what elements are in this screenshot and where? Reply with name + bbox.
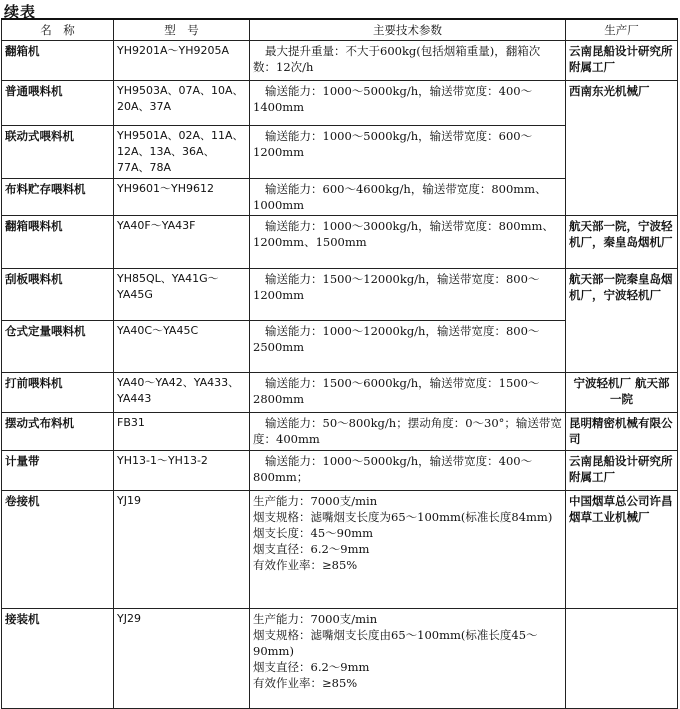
param-line: 数：12次/h [253,60,314,74]
cell-maker: 宁波轻机厂 航天部一院 [566,373,678,413]
param-line: 输送能力：50～800kg/h；摆动角度：0～30°；输送带宽 [265,416,562,430]
cell-maker: 昆明精密机械有限公司 [566,413,678,451]
table-row [2,269,678,321]
param-line: 1200mm、1500mm [253,235,367,249]
cell-name: 打前喂料机 [2,373,114,413]
cell-name: 计量带 [2,451,114,491]
cell-params [250,81,566,126]
cell-name: 布料贮存喂料机 [2,179,114,216]
table-row [2,491,678,609]
param-line: 有效作业率：≥85% [253,558,358,572]
param-line: 2500mm [253,340,305,354]
cell-params [250,269,566,321]
param-line: 输送能力：1000～5000kg/h，输送带宽度：600～ [265,129,533,143]
cell-params [250,413,566,451]
cell-name: 翻箱喂料机 [2,216,114,269]
header-name: 名 称 [2,19,114,41]
cell-params [250,321,566,373]
cell-maker: 云南昆船设计研究所附属工厂 [566,41,678,81]
cell-params [250,451,566,491]
cell-model: FB31 [114,413,250,451]
cell-model: YH9601～YH9612 [114,179,250,216]
param-line: 烟支长度：45～90mm [253,526,374,540]
cell-maker: 中国烟草总公司许昌烟草工业机械厂 [566,491,678,609]
param-line: 1200mm [253,145,305,159]
cell-maker: 航天部一院秦皇岛烟机厂，宁波轻机厂 [566,269,678,373]
param-line: 输送能力：1500～6000kg/h，输送带宽度：1500～ [265,376,540,390]
cell-name: 仓式定量喂料机 [2,321,114,373]
cell-maker [566,609,678,709]
spec-table [1,18,678,709]
cell-maker: 航天部一院，宁波轻机厂，秦皇岛烟机厂 [566,216,678,269]
param-line: 输送能力：1000～3000kg/h，输送带宽度：800mm、 [265,219,554,233]
param-line: 1400mm [253,100,305,114]
header-model: 型 号 [114,19,250,41]
table-row [2,41,678,81]
param-line: 最大提升重量：不大于600kg(包括烟箱重量)，翻箱次 [265,44,541,58]
param-line: 输送能力：600～4600kg/h，输送带宽度：800mm、 [265,182,547,196]
cell-model: YH9501A、02A、11A、12A、13A、36A、77A、78A [114,126,250,179]
param-line: 生产能力：7000支/min [253,494,378,508]
cell-name: 刮板喂料机 [2,269,114,321]
param-line: 有效作业率：≥85% [253,676,358,690]
cell-maker: 云南昆船设计研究所附属工厂 [566,451,678,491]
cell-params [250,609,566,709]
cell-name: 联动式喂料机 [2,126,114,179]
cell-maker: 西南东光机械厂 [566,81,678,216]
table-row [2,216,678,269]
param-line: 输送能力：1000～5000kg/h，输送带宽度：400～ [265,84,533,98]
cell-name: 接装机 [2,609,114,709]
param-line: 输送能力：1000～5000kg/h，输送带宽度：400～ [265,454,533,468]
cell-name: 摆动式布料机 [2,413,114,451]
param-line: 输送能力：1000～12000kg/h，输送带宽度：800～ [265,324,540,338]
table-row [2,451,678,491]
param-line: 输送能力：1500～12000kg/h，输送带宽度：800～ [265,272,540,286]
table-caption: 续表 [4,3,37,21]
param-line: 生产能力：7000支/min [253,612,378,626]
header-maker: 生产厂 [566,19,678,41]
cell-name: 翻箱机 [2,41,114,81]
table-row [2,413,678,451]
cell-model: YJ19 [114,491,250,609]
param-line: 度：400mm [253,432,320,446]
param-line: 烟支直径：6.2～9mm [253,660,370,674]
cell-name: 普通喂料机 [2,81,114,126]
cell-params [250,216,566,269]
cell-name: 卷接机 [2,491,114,609]
header-params: 主要技术参数 [250,19,566,41]
param-line: 烟支规格：滤嘴烟支长度由65～100mm(标准长度45～90mm) [253,628,538,658]
param-line: 烟支规格：滤嘴烟支长度为65～100mm(标准长度84mm) [253,510,553,524]
param-line: 800mm； [253,470,309,484]
cell-model: YH9201A～YH9205A [114,41,250,81]
cell-params [250,179,566,216]
cell-model: YH85QL、YA41G～YA45G [114,269,250,321]
table-row [2,373,678,413]
param-line: 1000mm [253,198,305,212]
cell-model: YH13-1～YH13-2 [114,451,250,491]
table-row [2,609,678,709]
cell-params [250,126,566,179]
param-line: 1200mm [253,288,305,302]
cell-model: YA40C～YA45C [114,321,250,373]
cell-model: YA40～YA42、YA433、YA443 [114,373,250,413]
cell-params [250,491,566,609]
table-header [2,19,678,41]
cell-params [250,373,566,413]
cell-params [250,41,566,81]
param-line: 烟支直径：6.2～9mm [253,542,370,556]
cell-model: YJ29 [114,609,250,709]
table-row [2,81,678,126]
cell-model: YH9503A、07A、10A、20A、37A [114,81,250,126]
param-line: 2800mm [253,392,305,406]
cell-model: YA40F～YA43F [114,216,250,269]
table-body [2,41,678,709]
